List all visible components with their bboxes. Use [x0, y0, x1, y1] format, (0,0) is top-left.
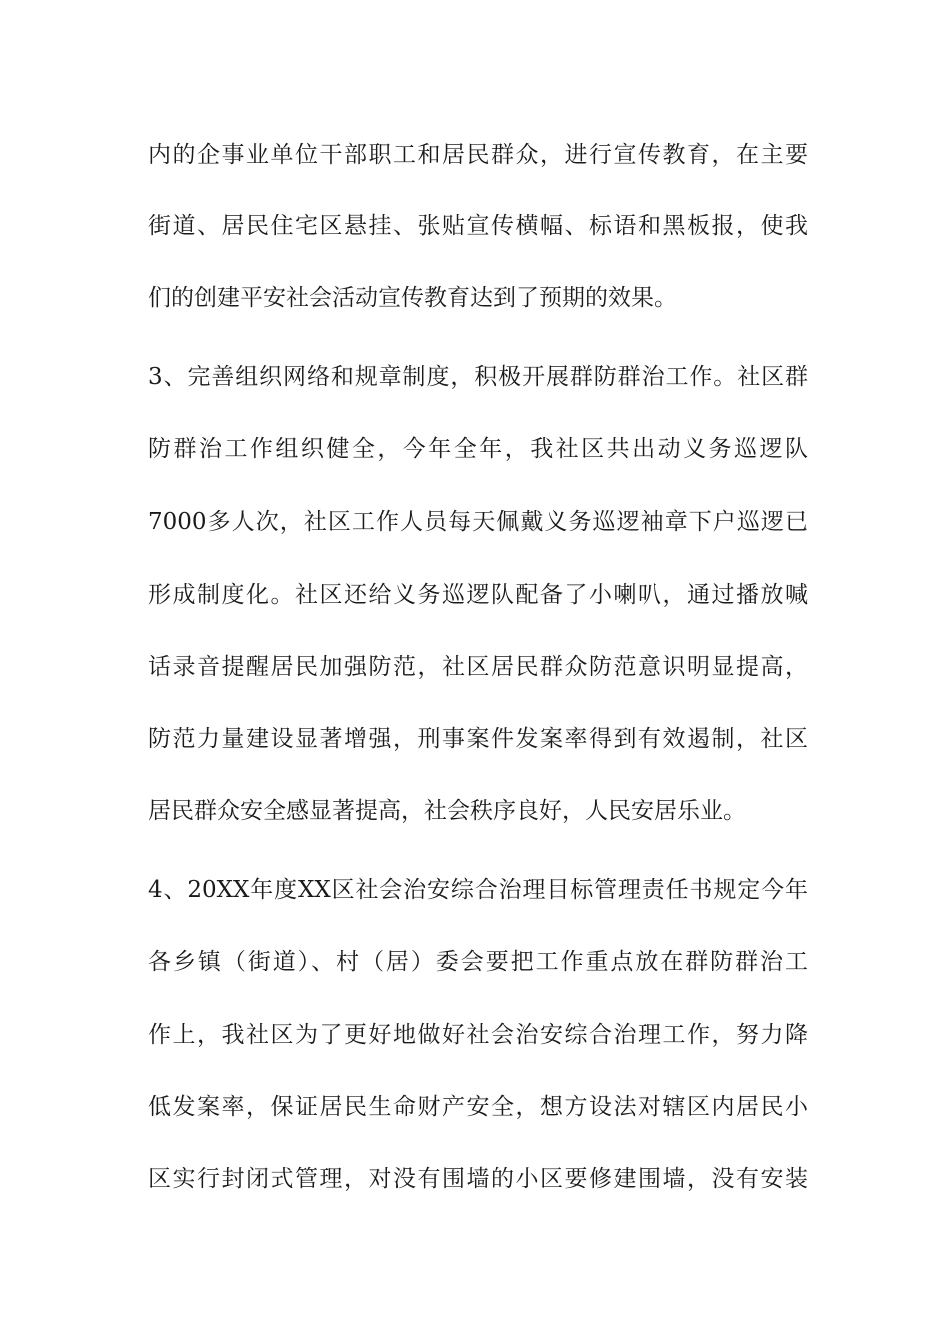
text-line: 作上，我社区为了更好地做好社会治安综合治理工作，努力降: [148, 1022, 808, 1048]
text-line: 防群治工作组织健全，今年全年，我社区共出动义务巡逻队: [148, 436, 808, 462]
text-line: 低发案率，保证居民生命财产安全，想方设法对辖区内居民小: [148, 1094, 808, 1120]
text-line: 3、完善组织网络和规章制度，积极开展群防群治工作。社区群: [148, 364, 808, 390]
text-line: 内的企事业单位干部职工和居民群众，进行宣传教育，在主要: [148, 142, 808, 168]
text-line: 形成制度化。社区还给义务巡逻队配备了小喇叭，通过播放喊: [148, 582, 808, 608]
text-line: 区实行封闭式管理，对没有围墙的小区要修建围墙，没有安装: [148, 1166, 808, 1192]
text-line: 话录音提醒居民加强防范，社区居民群众防范意识明显提高，: [148, 654, 808, 680]
text-line: 们的创建平安社会活动宣传教育达到了预期的效果。: [148, 285, 677, 311]
text-line: 4、20XX年度XX区社会治安综合治理目标管理责任书规定今年: [148, 877, 808, 903]
text-line: 街道、居民住宅区悬挂、张贴宣传横幅、标语和黑板报，使我: [148, 213, 808, 239]
text-line: 防范力量建设显著增强，刑事案件发案率得到有效遏制，社区: [148, 726, 808, 752]
text-line: 居民群众安全感显著提高，社会秩序良好，人民安居乐业。: [148, 798, 746, 824]
text-line: 7000多人次，社区工作人员每天佩戴义务巡逻袖章下户巡逻已: [148, 509, 808, 535]
text-line: 各乡镇（街道）、村（居）委会要把工作重点放在群防群治工: [148, 949, 808, 975]
